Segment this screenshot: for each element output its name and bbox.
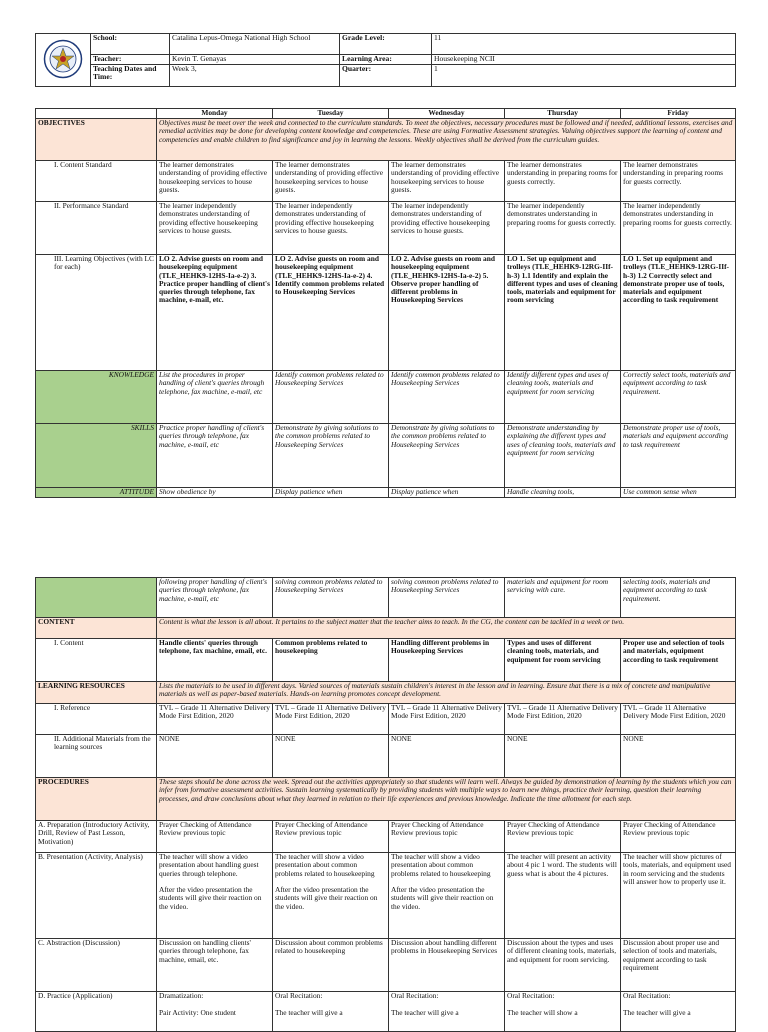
day-thursday: Thursday: [505, 109, 621, 119]
skills-wed: Demonstrate by giving solutions to the common problems related to Housekeeping Services: [389, 424, 505, 488]
presentation-wed: The teacher will show a video presentation about common problems related to housekeeping After the video presentation the students will give their reaction on the video.: [389, 853, 505, 939]
content-standard-label: I. Content Standard: [36, 161, 157, 202]
knowledge-mon: List the procedures in proper handling of client's queries through telephone, fax machine, e-mail, etc: [157, 371, 273, 424]
additional-materials-row: [36, 735, 736, 778]
reference-label: I. Reference: [36, 704, 157, 735]
attitude-cont-tue: solving common problems related to Housekeeping Services: [273, 578, 389, 618]
presentation-row: [36, 853, 736, 939]
day-wednesday: Wednesday: [389, 109, 505, 119]
attitude-row: [36, 488, 736, 498]
attitude-tue: Display patience when: [273, 488, 389, 498]
knowledge-tue: Identify common problems related to Housekeeping Services: [273, 371, 389, 424]
attitude-fri: Use common sense when: [621, 488, 736, 498]
preparation-mon: Prayer Checking of Attendance Review previous topic: [157, 821, 273, 853]
preparation-tue: Prayer Checking of Attendance Review previous topic: [273, 821, 389, 853]
learning-objectives-wed: LO 2. Advise guests on room and housekeeping equipment (TLE_HEHK9-12HS-Ia-e-2) 5. Observe proper handling of different problems in Housekeeping Services: [389, 255, 505, 371]
content-row-label: I. Content: [36, 639, 157, 682]
quarter-label: Quarter:: [340, 65, 432, 87]
abstraction-mon: Discussion on handling clients' queries through telephone, fax machine, email, etc.: [157, 939, 273, 992]
presentation-fri: The teacher will show pictures of tools, materials, and equipment used in room servicing and the students will answer how to properly use it.: [621, 853, 736, 939]
procedures-label: PROCEDURES: [36, 778, 157, 821]
practice-row: [36, 992, 736, 1032]
content-standard-tue: The learner demonstrates understanding of providing effective housekeeping services to house guests.: [273, 161, 389, 202]
objectives-label: OBJECTIVES: [36, 119, 157, 161]
abstraction-thu: Discussion about the types and uses of different cleaning tools, materials, and equipment for room servicing.: [505, 939, 621, 992]
additional-wed: NONE: [389, 735, 505, 778]
content-tue: Common problems related to housekeeping: [273, 639, 389, 682]
procedures-note: These steps should be done across the week. Spread out the activities appropriately so that students will learn well. Always be guided by demonstration of learning by the students which you can infer from formative assessment activities. Sustain learning systematically by providing students with multiple ways to learn new things, practice their learning, question their learning processes, and draw conclusions about what they learned in relation to their life experiences and previous knowledge. Indicate the time allotment for each step.: [157, 778, 736, 821]
content-wed: Handling different problems in Housekeeping Services: [389, 639, 505, 682]
reference-fri: TVL – Grade 11 Alternative Delivery Mode First Edition, 2020: [621, 704, 736, 735]
knowledge-thu: Identify different types and uses of cleaning tools, materials and equipment for room servicing: [505, 371, 621, 424]
content-standard-row: [36, 161, 736, 202]
resources-label: LEARNING RESOURCES: [36, 682, 157, 704]
reference-thu: TVL – Grade 11 Alternative Delivery Mode First Edition, 2020: [505, 704, 621, 735]
additional-tue: NONE: [273, 735, 389, 778]
content-note: Content is what the lesson is all about. It pertains to the subject matter that the teacher aims to teach. In the CG, the content can be tackled in a week or two.: [157, 618, 736, 639]
preparation-row: [36, 821, 736, 853]
preparation-thu: Prayer Checking of Attendance Review previous topic: [505, 821, 621, 853]
reference-mon: TVL – Grade 11 Alternative Delivery Mode First Edition, 2020: [157, 704, 273, 735]
learning-objectives-label: III. Learning Objectives (with LC for each): [36, 255, 157, 371]
practice-thu: Oral Recitation: The teacher will show a: [505, 992, 621, 1032]
teacher-value: Kevin T. Genayas: [170, 55, 340, 65]
attitude-cont-fri: selecting tools, materials and equipment according to task requirement.: [621, 578, 736, 618]
knowledge-wed: Identify common problems related to Housekeeping Services: [389, 371, 505, 424]
resources-note: Lists the materials to be used in different days. Varied sources of materials sustain children's interest in the lesson and in learning. Ensure that there is a mix of concrete and manipulative materials as well as paper-based materials. Hands-on learning promotes concept development.: [157, 682, 736, 704]
objectives-note: Objectives must be meet over the week and connected to the curriculum standards. To meet the objectives, necessary procedures must be followed and if needed, additional lessons, exercises and remedial activities may be done for developing content knowledge and competencies. These are using Formative Assessment strategies. Valuing objectives support the learning of content and competencies and enable children to find significance and joy in learning the lessons. Weekly objectives shall be derived from the curriculum guides.: [157, 119, 736, 161]
area-value: Housekeeping NCII: [432, 55, 736, 65]
attitude-mon: Show obedience by: [157, 488, 273, 498]
attitude-thu: Handle cleaning tools,: [505, 488, 621, 498]
content-mon: Handle clients' queries through telephone, fax machine, email, etc.: [157, 639, 273, 682]
content-standard-fri: The learner demonstrates understanding in preparing rooms for guests correctly.: [621, 161, 736, 202]
deped-logo: [36, 34, 91, 87]
attitude-continued-row: [36, 578, 736, 618]
skills-row: [36, 424, 736, 488]
practice-fri: Oral Recitation: The teacher will give a: [621, 992, 736, 1032]
content-standard-wed: The learner demonstrates understanding of providing effective housekeeping services to house guests.: [389, 161, 505, 202]
procedures-note-row: [36, 778, 736, 821]
reference-row: [36, 704, 736, 735]
additional-fri: NONE: [621, 735, 736, 778]
performance-standard-label: II. Performance Standard: [36, 202, 157, 255]
header-table: [35, 33, 736, 87]
performance-standard-wed: The learner independently demonstrates understanding of providing effective housekeeping services to house guests.: [389, 202, 505, 255]
learning-objectives-thu: LO 1. Set up equipment and trolleys (TLE_HEHK9-12RG-IIf-h-3) 1.1 Identify and explain the different types and uses of cleaning tools, materials and equipment for room servicing: [505, 255, 621, 371]
attitude-continued-label: [36, 578, 157, 618]
learning-objectives-fri: LO 1. Set up equipment and trolleys (TLE_HEHK9-12RG-IIf-h-3) 1.2 Correctly select and demonstrate proper use of tools, materials and equipment according to task requirement: [621, 255, 736, 371]
preparation-label: A. Preparation (Introductory Activity, Drill, Review of Past Lesson, Motivation): [36, 821, 157, 853]
deped-seal-icon: [43, 39, 83, 79]
preparation-wed: Prayer Checking of Attendance Review previous topic: [389, 821, 505, 853]
corner-cell: [36, 109, 157, 119]
objectives-row: [36, 119, 736, 161]
presentation-tue: The teacher will show a video presentation about common problems related to housekeeping After the video presentation the students will give their reaction on the video.: [273, 853, 389, 939]
attitude-label: ATTITUDE: [36, 488, 157, 498]
reference-wed: TVL – Grade 11 Alternative Delivery Mode First Edition, 2020: [389, 704, 505, 735]
school-label: School:: [91, 34, 170, 55]
quarter-value: 1: [432, 65, 736, 87]
attitude-wed: Display patience when: [389, 488, 505, 498]
skills-label: SKILLS: [36, 424, 157, 488]
preparation-fri: Prayer Checking of Attendance Review previous topic: [621, 821, 736, 853]
reference-tue: TVL – Grade 11 Alternative Delivery Mode First Edition, 2020: [273, 704, 389, 735]
additional-thu: NONE: [505, 735, 621, 778]
knowledge-fri: Correctly select tools, materials and equipment according to task requirement.: [621, 371, 736, 424]
additional-mon: NONE: [157, 735, 273, 778]
attitude-cont-mon: following proper handling of client's queries through telephone, fax machine, e-mail, etc: [157, 578, 273, 618]
skills-fri: Demonstrate proper use of tools, materials and equipment according to task requirement: [621, 424, 736, 488]
presentation-mon: The teacher will show a video presentation about handling guest queries through telephone. After the video presentation the students will give their reaction on the video.: [157, 853, 273, 939]
content-note-row: [36, 618, 736, 639]
skills-thu: Demonstrate understanding by explaining the different types and uses of cleaning tools, materials and equipment for room servicing: [505, 424, 621, 488]
knowledge-label: KNOWLEDGE: [36, 371, 157, 424]
abstraction-label: C. Abstraction (Discussion): [36, 939, 157, 992]
practice-tue: Oral Recitation: The teacher will give a: [273, 992, 389, 1032]
performance-standard-thu: The learner independently demonstrates understanding in preparing rooms for guests correctly.: [505, 202, 621, 255]
content-row: [36, 639, 736, 682]
teacher-label: Teacher:: [91, 55, 170, 65]
attitude-cont-thu: materials and equipment for room servicing with care.: [505, 578, 621, 618]
learning-objectives-mon: LO 2. Advise guests on room and housekeeping equipment (TLE_HEHK9-12HS-Ia-e-2) 3. Practice proper handling of client's queries through telephone, fax machine, e-mail, etc.: [157, 255, 273, 371]
presentation-thu: The teacher will present an activity about 4 pic 1 word. The students will guess what is about the 4 pictures.: [505, 853, 621, 939]
content-standard-thu: The learner demonstrates understanding in preparing rooms for guests correctly.: [505, 161, 621, 202]
school-value: Catalina Lepus-Omega National High School: [170, 34, 340, 55]
resources-note-row: [36, 682, 736, 704]
practice-label: D. Practice (Application): [36, 992, 157, 1032]
knowledge-row: [36, 371, 736, 424]
day-header-row: [36, 109, 736, 119]
performance-standard-tue: The learner independently demonstrates understanding of providing effective housekeeping services to house guests.: [273, 202, 389, 255]
grade-value: 11: [432, 34, 736, 55]
abstraction-row: [36, 939, 736, 992]
abstraction-fri: Discussion about proper use and selection of tools and materials, equipment according to task requirement: [621, 939, 736, 992]
day-tuesday: Tuesday: [273, 109, 389, 119]
content-thu: Types and uses of different cleaning tools, materials, and equipment for room servicing: [505, 639, 621, 682]
grade-label: Grade Level:: [340, 34, 432, 55]
practice-wed: Oral Recitation: The teacher will give a: [389, 992, 505, 1032]
skills-mon: Practice proper handling of client's queries through telephone, fax machine, e-mail, etc: [157, 424, 273, 488]
performance-standard-row: [36, 202, 736, 255]
area-label: Learning Area:: [340, 55, 432, 65]
practice-mon: Dramatization: Pair Activity: One student: [157, 992, 273, 1032]
performance-standard-fri: The learner independently demonstrates understanding in preparing rooms for guests correctly.: [621, 202, 736, 255]
learning-objectives-tue: LO 2. Advise guests on room and housekeeping equipment (TLE_HEHK9-12HS-Ia-e-2) 4. Identify common problems related to Housekeeping Services: [273, 255, 389, 371]
dll-table-page1: [35, 108, 736, 498]
day-friday: Friday: [621, 109, 736, 119]
abstraction-wed: Discussion about handling different problems in Housekeeping Services: [389, 939, 505, 992]
dates-value: Week 3,: [170, 65, 340, 87]
learning-objectives-row: [36, 255, 736, 371]
performance-standard-mon: The learner independently demonstrates understanding of providing effective housekeeping services to house guests.: [157, 202, 273, 255]
content-standard-mon: The learner demonstrates understanding of providing effective housekeeping services to house guests.: [157, 161, 273, 202]
day-monday: Monday: [157, 109, 273, 119]
dll-table-page2: [35, 577, 736, 1032]
abstraction-tue: Discussion about common problems related to housekeeping: [273, 939, 389, 992]
dates-label: Teaching Dates and Time:: [91, 65, 170, 87]
additional-materials-label: II. Additional Materials from the learning sources: [36, 735, 157, 778]
content-fri: Proper use and selection of tools and materials, equipment according to task requirement: [621, 639, 736, 682]
content-label: CONTENT: [36, 618, 157, 639]
skills-tue: Demonstrate by giving solutions to the common problems related to Housekeeping Services: [273, 424, 389, 488]
presentation-label: B. Presentation (Activity, Analysis): [36, 853, 157, 939]
attitude-cont-wed: solving common problems related to Housekeeping Services: [389, 578, 505, 618]
